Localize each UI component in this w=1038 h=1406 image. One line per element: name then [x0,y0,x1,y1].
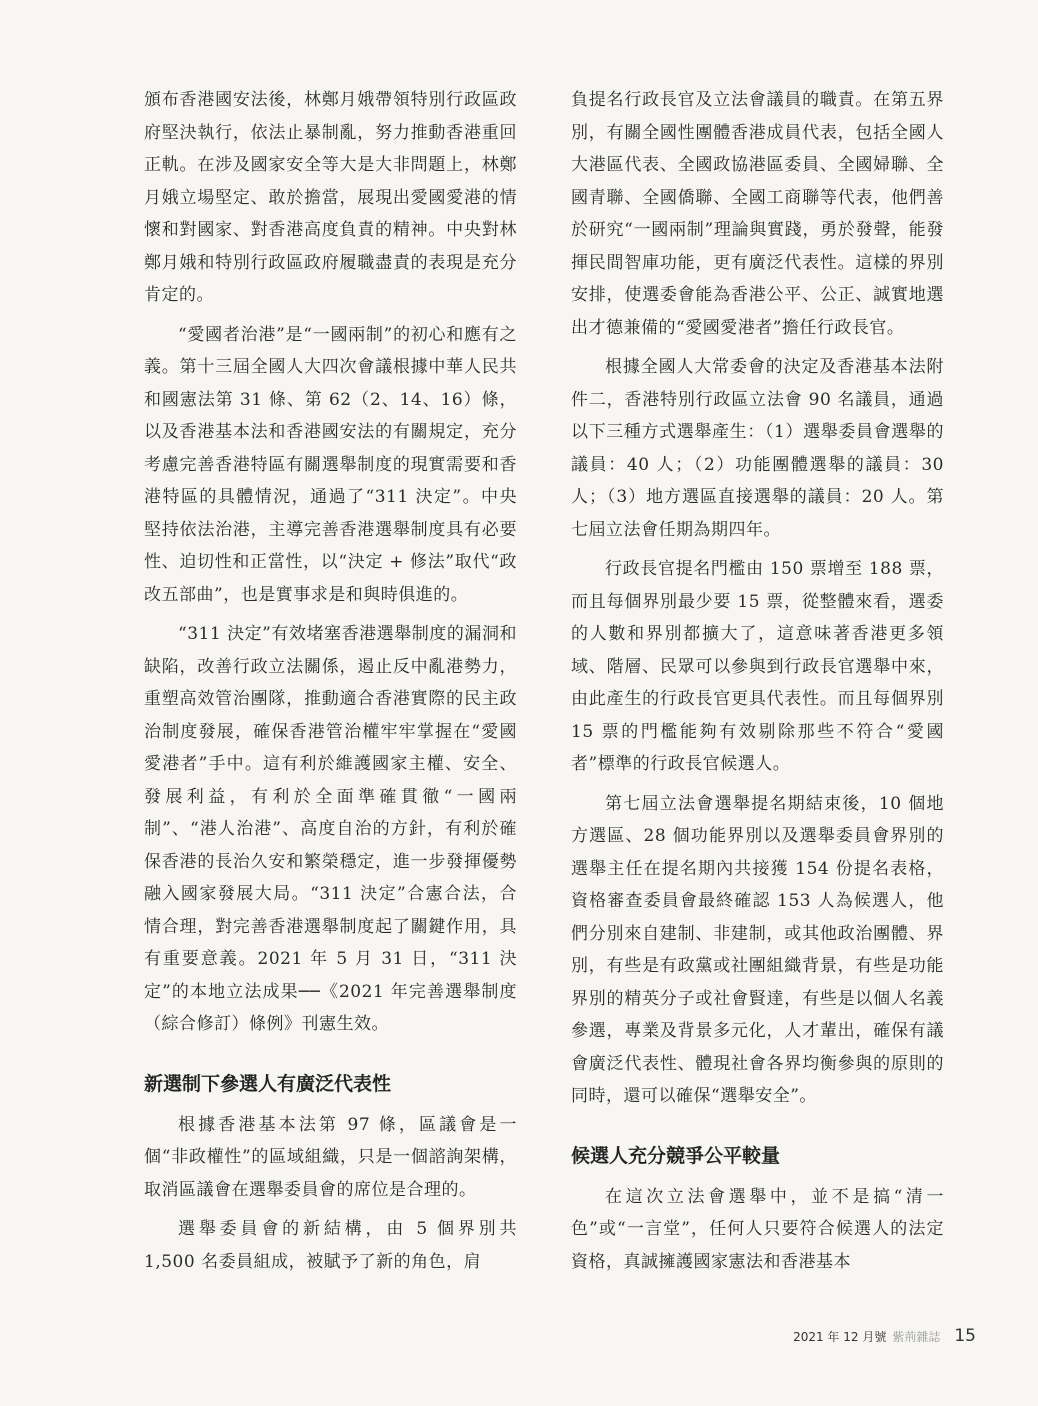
left-column [144,84,517,1278]
body-paragraph: “愛國者治港”是“一國兩制”的初心和應有之義。第十三屆全國人大四次會議根據中華人民共和國憲法第 31 條、第 62（2、14、16）條，以及香港基本法和香港國安法的有關規定，充分考慮完善香港特區有關選舉制度的現實需要和香港特區的具體情況，通過了“311 決定”。中央堅持依法治港，主導完善香港選舉制度具有必要性、迫切性和正當性，以“決定 + 修法”取代“政改五部曲”，也是實事求是和與時俱進的。 [144,324,517,605]
body-paragraph: 根據全國人大常委會的決定及香港基本法附件二，香港特別行政區立法會 90 名議員，通過以下三種方式選舉產生：（1）選舉委員會選舉的議員：40 人；（2）功能團體選舉的議員：30 人；（3）地方選區直接選舉的議員：20 人。第七屆立法會任期為期四年。 [571,357,944,540]
body-paragraph: 負提名行政長官及立法會議員的職責。在第五界別，有關全國性團體香港成員代表，包括全國人大港區代表、全國政協港區委員、全國婦聯、全國青聯、全國僑聯、全國工商聯等代表，他們善於研究“一國兩制”理論與實踐，勇於發聲，能發揮民間智庫功能，更有廣泛代表性。這樣的界別安排，使選委會能為香港公平、公正、誠實地選出才德兼備的“愛國愛港者”擔任行政長官。 [571,90,944,338]
body-paragraph: 選舉委員會的新結構，由 5 個界別共 1,500 名委員組成，被賦予了新的角色，肩 [144,1219,517,1272]
body-paragraph: 根據香港基本法第 97 條，區議會是一個“非政權性”的區域組織，只是一個諮詢架構，取消區議會在選舉委員會的席位是合理的。 [144,1114,517,1200]
page-number: 15 [954,1326,976,1346]
section-heading: 新選制下參選人有廣泛代表性 [144,1072,392,1095]
section-heading: 候選人充分競爭公平較量 [571,1144,781,1167]
issue-date: 2021 年 12 月號 [793,1330,887,1344]
body-paragraph: 行政長官提名門檻由 150 票增至 188 票，而且每個界別最少要 15 票，從整體來看，選委的人數和界別都擴大了，這意味著香港更多領域、階層、民眾可以參與到行政長官選舉中來，由此產生的行政長官更具代表性。而且每個界別 15 票的門檻能夠有效剔除那些不符合“愛國者”標準的行政長官候選人。 [571,559,944,774]
body-paragraph: 頒布香港國安法後，林鄭月娥帶領特別行政區政府堅決執行，依法止暴制亂，努力推動香港重回正軌。在涉及國家安全等大是大非問題上，林鄭月娥立場堅定、敢於擔當，展現出愛國愛港的情懷和對國家、對香港高度負責的精神。中央對林鄭月娥和特別行政區政府履職盡責的表現是充分肯定的。 [144,90,517,305]
body-paragraph: “311 決定”有效堵塞香港選舉制度的漏洞和缺陷，改善行政立法關係，遏止反中亂港勢力，重塑高效管治團隊，推動適合香港實際的民主政治制度發展，確保香港管治權牢牢掌握在“愛國愛港者”手中。這有利於維護國家主權、安全、發展利益，有利於全面準確貫徹“一國兩制”、“港人治港”、高度自治的方針，有利於確保香港的長治久安和繁榮穩定，進一步發揮優勢融入國家發展大局。“311 決定”合憲合法，合情合理，對完善香港選舉制度起了關鍵作用，具有重要意義。2021 年 5 月 31 日，“311 決定”的本地立法成果──《2021 年完善選舉制度（綜合修訂）條例》刊憲生效。 [144,624,517,1034]
right-column [571,84,944,1278]
body-paragraph: 在這次立法會選舉中，並不是搞“清一色”或“一言堂”，任何人只要符合候選人的法定資格，真誠擁護國家憲法和香港基本 [571,1186,944,1272]
magazine-name: 紫荊雜誌 [892,1330,941,1344]
body-paragraph: 第七屆立法會選舉提名期結束後，10 個地方選區、28 個功能界別以及選舉委員會界別的選舉主任在提名期內共接獲 154 份提名表格，資格審查委員會最終確認 153 人為候選人，他們分別來自建制、非建制，或其他政治團體、界別，有些是有政黨或社團組織背景，有些是功能界別的精英分子或社會賢達，有些是以個人名義參選，專業及背景多元化，人才輩出，確保有議會廣泛代表性、體現社會各界均衡參與的原則的同時，還可以確保“選舉安全”。 [571,793,944,1106]
page-footer [793,1326,976,1346]
